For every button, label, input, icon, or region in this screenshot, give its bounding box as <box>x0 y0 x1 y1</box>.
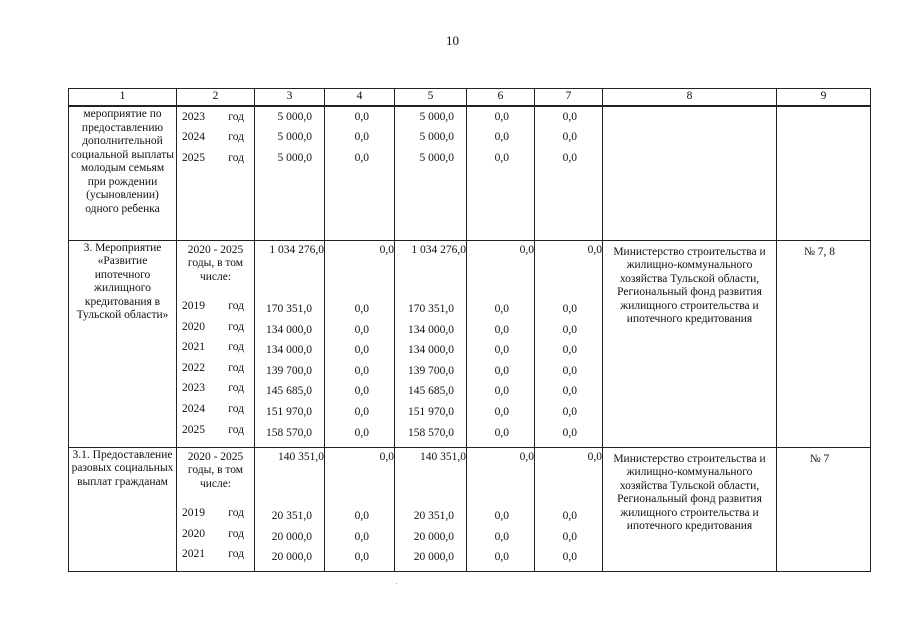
cell-value: 151 970,0 <box>266 406 312 419</box>
year-line <box>467 423 534 444</box>
year-line <box>255 423 324 444</box>
year-line <box>325 507 394 528</box>
cell-value: 0,0 <box>562 344 577 357</box>
cell-value: 139 700,0 <box>266 364 312 377</box>
year-line <box>535 107 602 128</box>
year-line <box>467 341 534 362</box>
value-col-4 <box>325 240 395 447</box>
year-line <box>395 107 466 128</box>
cell-value: 0,0 <box>354 344 369 357</box>
value-col-3 <box>255 447 325 571</box>
measure-name: 3. Мероприятие «Развитие ипотечного жилищного кредитования в Тульской области» <box>69 240 177 447</box>
cell-value: 20 000,0 <box>413 551 454 564</box>
year-line <box>177 148 254 169</box>
year-value: 2025 <box>182 423 205 436</box>
year-unit: год <box>228 110 244 123</box>
cell-value: 0,0 <box>354 385 369 398</box>
cell-value: 0,0 <box>354 364 369 377</box>
cell-value: 0,0 <box>354 323 369 336</box>
year-line <box>325 402 394 423</box>
year-line <box>325 148 394 169</box>
year-unit: год <box>228 423 244 436</box>
header-cell: 9 <box>777 89 871 107</box>
total-value: 0,0 <box>587 450 602 463</box>
executor-cell <box>603 106 777 240</box>
year-line <box>535 527 602 548</box>
year-line <box>467 527 534 548</box>
year-line <box>255 527 324 548</box>
total-value: 0,0 <box>379 450 394 463</box>
cell-value: 0,0 <box>562 364 577 377</box>
year-line <box>395 527 466 548</box>
cell-value: 20 351,0 <box>413 510 454 523</box>
cell-value: 20 000,0 <box>271 530 312 543</box>
year-line <box>325 107 394 128</box>
cell-value: 0,0 <box>494 406 509 419</box>
year-line <box>177 358 254 379</box>
cell-value: 0,0 <box>494 551 509 564</box>
cell-value: 0,0 <box>562 303 577 316</box>
cell-value: 134 000,0 <box>266 323 312 336</box>
value-col-7 <box>535 240 603 447</box>
year-line <box>395 402 466 423</box>
cell-value: 0,0 <box>562 406 577 419</box>
cell-value: 0,0 <box>562 385 577 398</box>
cell-value: 20 000,0 <box>413 530 454 543</box>
year-line <box>177 420 254 441</box>
indicator-cell <box>777 106 871 240</box>
year-line <box>255 402 324 423</box>
value-col-5 <box>395 447 467 571</box>
value-col-7 <box>535 447 603 571</box>
total-period: 2020 - 2025 годы, в том числе: <box>187 450 244 490</box>
year-line <box>325 527 394 548</box>
year-line <box>395 361 466 382</box>
year-unit: год <box>228 548 244 561</box>
year-line <box>535 402 602 423</box>
cell-value: 0,0 <box>354 510 369 523</box>
year-line <box>177 399 254 420</box>
cell-value: 0,0 <box>494 110 509 123</box>
cell-value: 145 685,0 <box>266 385 312 398</box>
year-line <box>255 382 324 403</box>
group-a-row <box>69 106 871 240</box>
year-value: 2021 <box>182 341 205 354</box>
total-period: 2020 - 2025 годы, в том числе: <box>187 243 244 283</box>
scan-dot <box>396 583 397 584</box>
year-line <box>395 382 466 403</box>
total-value: 140 351,0 <box>278 450 324 463</box>
executor-cell: Министерство строительства и жилищно-коммунального хозяйства Тульской области, Региональный фонд развития жилищного строительства и ипотечного кредитования <box>603 240 777 447</box>
header-cell: 8 <box>603 89 777 107</box>
header-cell: 1 <box>69 89 177 107</box>
cell-value: 0,0 <box>354 406 369 419</box>
year-line <box>467 507 534 528</box>
total-value: 0,0 <box>379 243 394 256</box>
year-line <box>535 361 602 382</box>
header-cell: 2 <box>177 89 255 107</box>
value-col-6 <box>467 447 535 571</box>
year-line <box>177 317 254 338</box>
value-col-4 <box>325 447 395 571</box>
year-value: 2019 <box>182 300 205 313</box>
year-line <box>325 341 394 362</box>
year-line <box>255 361 324 382</box>
cell-value: 0,0 <box>562 110 577 123</box>
cell-value: 0,0 <box>494 323 509 336</box>
total-value: 140 351,0 <box>420 450 466 463</box>
indicator-cell: № 7, 8 <box>777 240 871 447</box>
year-line <box>177 338 254 359</box>
year-line <box>177 524 254 545</box>
year-line <box>177 504 254 525</box>
year-line <box>395 300 466 321</box>
header-cell: 6 <box>467 89 535 107</box>
year-unit: год <box>228 131 244 144</box>
year-line <box>467 300 534 321</box>
cell-value: 5 000,0 <box>419 110 454 123</box>
cell-value: 0,0 <box>494 385 509 398</box>
year-line <box>177 545 254 566</box>
year-line <box>255 507 324 528</box>
year-line <box>535 423 602 444</box>
cell-value: 5 000,0 <box>419 151 454 164</box>
year-line <box>467 148 534 169</box>
cell-value: 0,0 <box>354 110 369 123</box>
value-col-5 <box>395 240 467 447</box>
year-line <box>467 107 534 128</box>
cell-value: 0,0 <box>494 364 509 377</box>
cell-value: 158 570,0 <box>408 426 454 439</box>
cell-value: 0,0 <box>494 510 509 523</box>
year-line <box>325 128 394 149</box>
year-unit: год <box>228 382 244 395</box>
value-col-5 <box>395 106 467 240</box>
year-unit: год <box>228 527 244 540</box>
cell-value: 139 700,0 <box>408 364 454 377</box>
measure-name: 3.1. Предоставление разовых социальных выплат гражданам <box>69 447 177 571</box>
cell-value: 0,0 <box>354 151 369 164</box>
year-line <box>467 382 534 403</box>
year-line <box>535 300 602 321</box>
year-line <box>255 548 324 569</box>
year-unit: год <box>228 320 244 333</box>
year-value: 2023 <box>182 110 205 123</box>
year-line <box>535 548 602 569</box>
cell-value: 158 570,0 <box>266 426 312 439</box>
year-line <box>177 128 254 149</box>
year-value: 2021 <box>182 548 205 561</box>
cell-value: 145 685,0 <box>408 385 454 398</box>
year-line <box>177 107 254 128</box>
year-unit: год <box>228 507 244 520</box>
value-col-3 <box>255 106 325 240</box>
indicator-cell: № 7 <box>777 447 871 571</box>
value-col-3 <box>255 240 325 447</box>
year-line <box>177 297 254 318</box>
year-line <box>255 148 324 169</box>
year-line <box>535 320 602 341</box>
period-cell <box>177 240 255 447</box>
cell-value: 0,0 <box>562 131 577 144</box>
cell-value: 0,0 <box>562 151 577 164</box>
year-line <box>255 107 324 128</box>
year-value: 2023 <box>182 382 205 395</box>
total-value: 0,0 <box>519 450 534 463</box>
cell-value: 0,0 <box>562 426 577 439</box>
year-line <box>467 361 534 382</box>
group-b-row <box>69 240 871 447</box>
program-table <box>68 88 871 572</box>
total-value: 0,0 <box>519 243 534 256</box>
cell-value: 0,0 <box>354 303 369 316</box>
year-value: 2020 <box>182 527 205 540</box>
cell-value: 0,0 <box>354 551 369 564</box>
value-col-6 <box>467 240 535 447</box>
year-line <box>467 128 534 149</box>
year-line <box>395 341 466 362</box>
cell-value: 0,0 <box>562 530 577 543</box>
cell-value: 5 000,0 <box>419 131 454 144</box>
year-line <box>535 382 602 403</box>
total-value: 1 034 276,0 <box>269 243 324 256</box>
cell-value: 134 000,0 <box>266 344 312 357</box>
total-value: 0,0 <box>587 243 602 256</box>
total-value: 1 034 276,0 <box>411 243 466 256</box>
year-line <box>255 320 324 341</box>
year-line <box>325 382 394 403</box>
year-unit: год <box>228 361 244 374</box>
year-line <box>395 548 466 569</box>
header-cell: 7 <box>535 89 603 107</box>
year-line <box>535 341 602 362</box>
year-line <box>325 361 394 382</box>
year-line <box>395 423 466 444</box>
cell-value: 170 351,0 <box>266 303 312 316</box>
year-line <box>467 320 534 341</box>
cell-value: 0,0 <box>562 323 577 336</box>
cell-value: 0,0 <box>494 151 509 164</box>
cell-value: 20 351,0 <box>271 510 312 523</box>
cell-value: 170 351,0 <box>408 303 454 316</box>
cell-value: 5 000,0 <box>277 110 312 123</box>
value-col-6 <box>467 106 535 240</box>
cell-value: 0,0 <box>494 344 509 357</box>
period-cell <box>177 106 255 240</box>
cell-value: 0,0 <box>494 131 509 144</box>
year-value: 2024 <box>182 131 205 144</box>
year-unit: год <box>228 151 244 164</box>
value-col-7 <box>535 106 603 240</box>
cell-value: 0,0 <box>354 131 369 144</box>
cell-value: 20 000,0 <box>271 551 312 564</box>
year-line <box>535 148 602 169</box>
cell-value: 0,0 <box>354 530 369 543</box>
year-line <box>255 128 324 149</box>
header-cell: 5 <box>395 89 467 107</box>
cell-value: 0,0 <box>494 426 509 439</box>
cell-value: 0,0 <box>494 303 509 316</box>
header-cell: 4 <box>325 89 395 107</box>
measure-name: мероприятие по предоставлению дополнительной социальной выплаты молодым семьям при рождении (усыновлении) одного ребенка <box>69 106 177 240</box>
page-number: 10 <box>446 33 459 48</box>
year-line <box>325 423 394 444</box>
year-unit: год <box>228 403 244 416</box>
year-line <box>177 379 254 400</box>
cell-value: 0,0 <box>354 426 369 439</box>
year-line <box>395 148 466 169</box>
cell-value: 5 000,0 <box>277 131 312 144</box>
year-line <box>467 402 534 423</box>
year-line <box>535 507 602 528</box>
year-line <box>467 548 534 569</box>
year-line <box>325 300 394 321</box>
year-unit: год <box>228 300 244 313</box>
executor-cell: Министерство строительства и жилищно-коммунального хозяйства Тульской области, Региональный фонд развития жилищного строительства и ипотечного кредитования <box>603 447 777 571</box>
year-line <box>395 320 466 341</box>
cell-value: 0,0 <box>562 510 577 523</box>
cell-value: 0,0 <box>562 551 577 564</box>
year-line <box>395 128 466 149</box>
group-c-row <box>69 447 871 571</box>
year-line <box>325 548 394 569</box>
cell-value: 151 970,0 <box>408 406 454 419</box>
year-line <box>325 320 394 341</box>
year-value: 2020 <box>182 320 205 333</box>
year-value: 2022 <box>182 361 205 374</box>
period-cell <box>177 447 255 571</box>
cell-value: 134 000,0 <box>408 344 454 357</box>
header-row <box>69 89 871 107</box>
year-line <box>255 341 324 362</box>
year-line <box>255 300 324 321</box>
year-value: 2024 <box>182 403 205 416</box>
year-value: 2019 <box>182 507 205 520</box>
cell-value: 134 000,0 <box>408 323 454 336</box>
cell-value: 0,0 <box>494 530 509 543</box>
header-cell: 3 <box>255 89 325 107</box>
value-col-4 <box>325 106 395 240</box>
year-line <box>535 128 602 149</box>
year-unit: год <box>228 341 244 354</box>
cell-value: 5 000,0 <box>277 151 312 164</box>
year-value: 2025 <box>182 151 205 164</box>
year-line <box>395 507 466 528</box>
